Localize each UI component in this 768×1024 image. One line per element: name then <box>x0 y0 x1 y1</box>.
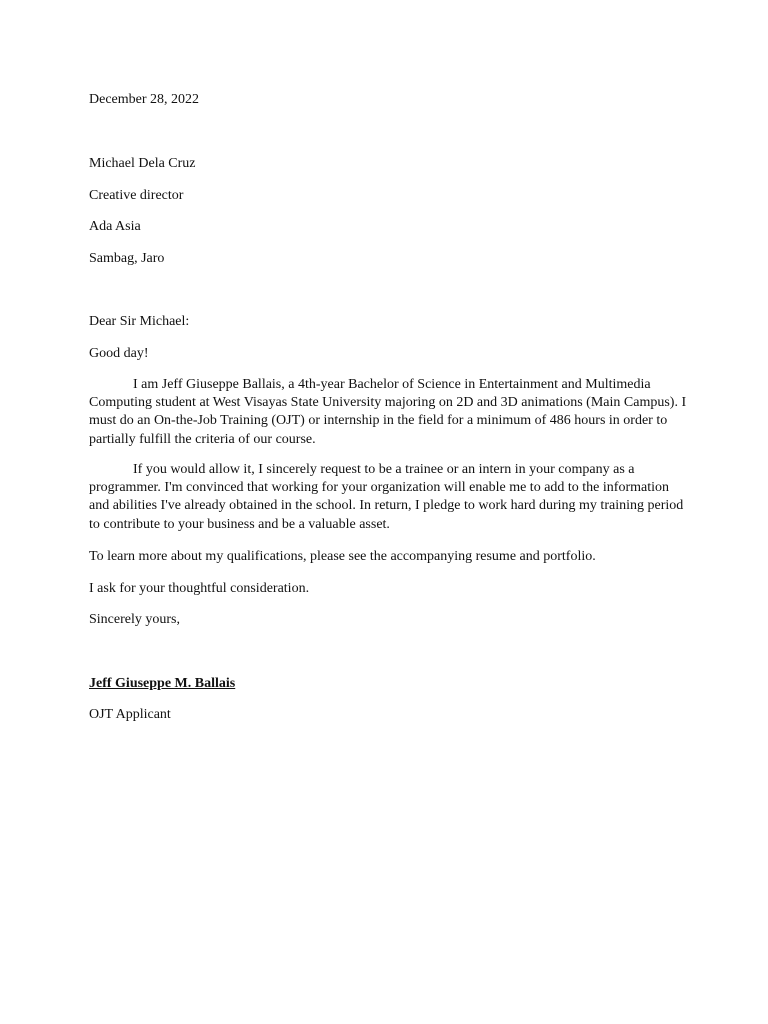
resume-note: To learn more about my qualifications, please see the accompanying resume and portfolio. <box>89 549 596 564</box>
consideration-line: I ask for your thoughtful consideration. <box>89 581 310 596</box>
salutation: Dear Sir Michael: <box>89 314 190 329</box>
recipient-name: Michael Dela Cruz <box>89 156 196 171</box>
recipient-title: Creative director <box>89 188 184 203</box>
signature-title: OJT Applicant <box>89 707 171 722</box>
recipient-address: Sambag, Jaro <box>89 251 165 266</box>
letter-date: December 28, 2022 <box>89 92 200 107</box>
body-paragraph-1: I am Jeff Giuseppe Ballais, a 4th-year Bachelor of Science in Entertainment and Multimedia Computing student at West Visayas State University majoring on 2D and 3D animations (Main Campus). I must do an On-the-Job Training (OJT) or internship in the field for a minimum of 486 hours in order to partially fulfill the criteria of our course. <box>89 377 687 447</box>
closing: Sincerely yours, <box>89 612 180 627</box>
greeting: Good day! <box>89 346 149 361</box>
body-paragraph-2: If you would allow it, I sincerely request to be a trainee or an intern in your company as a programmer. I'm convinced that working for your organization will enable me to add to the information and abilities I've already obtained in the school. In return, I pledge to work hard during my training period to contribute to your business and be a valuable asset. <box>89 462 684 532</box>
recipient-company: Ada Asia <box>89 219 141 234</box>
signature-name: Jeff Giuseppe M. Ballais <box>89 676 236 691</box>
